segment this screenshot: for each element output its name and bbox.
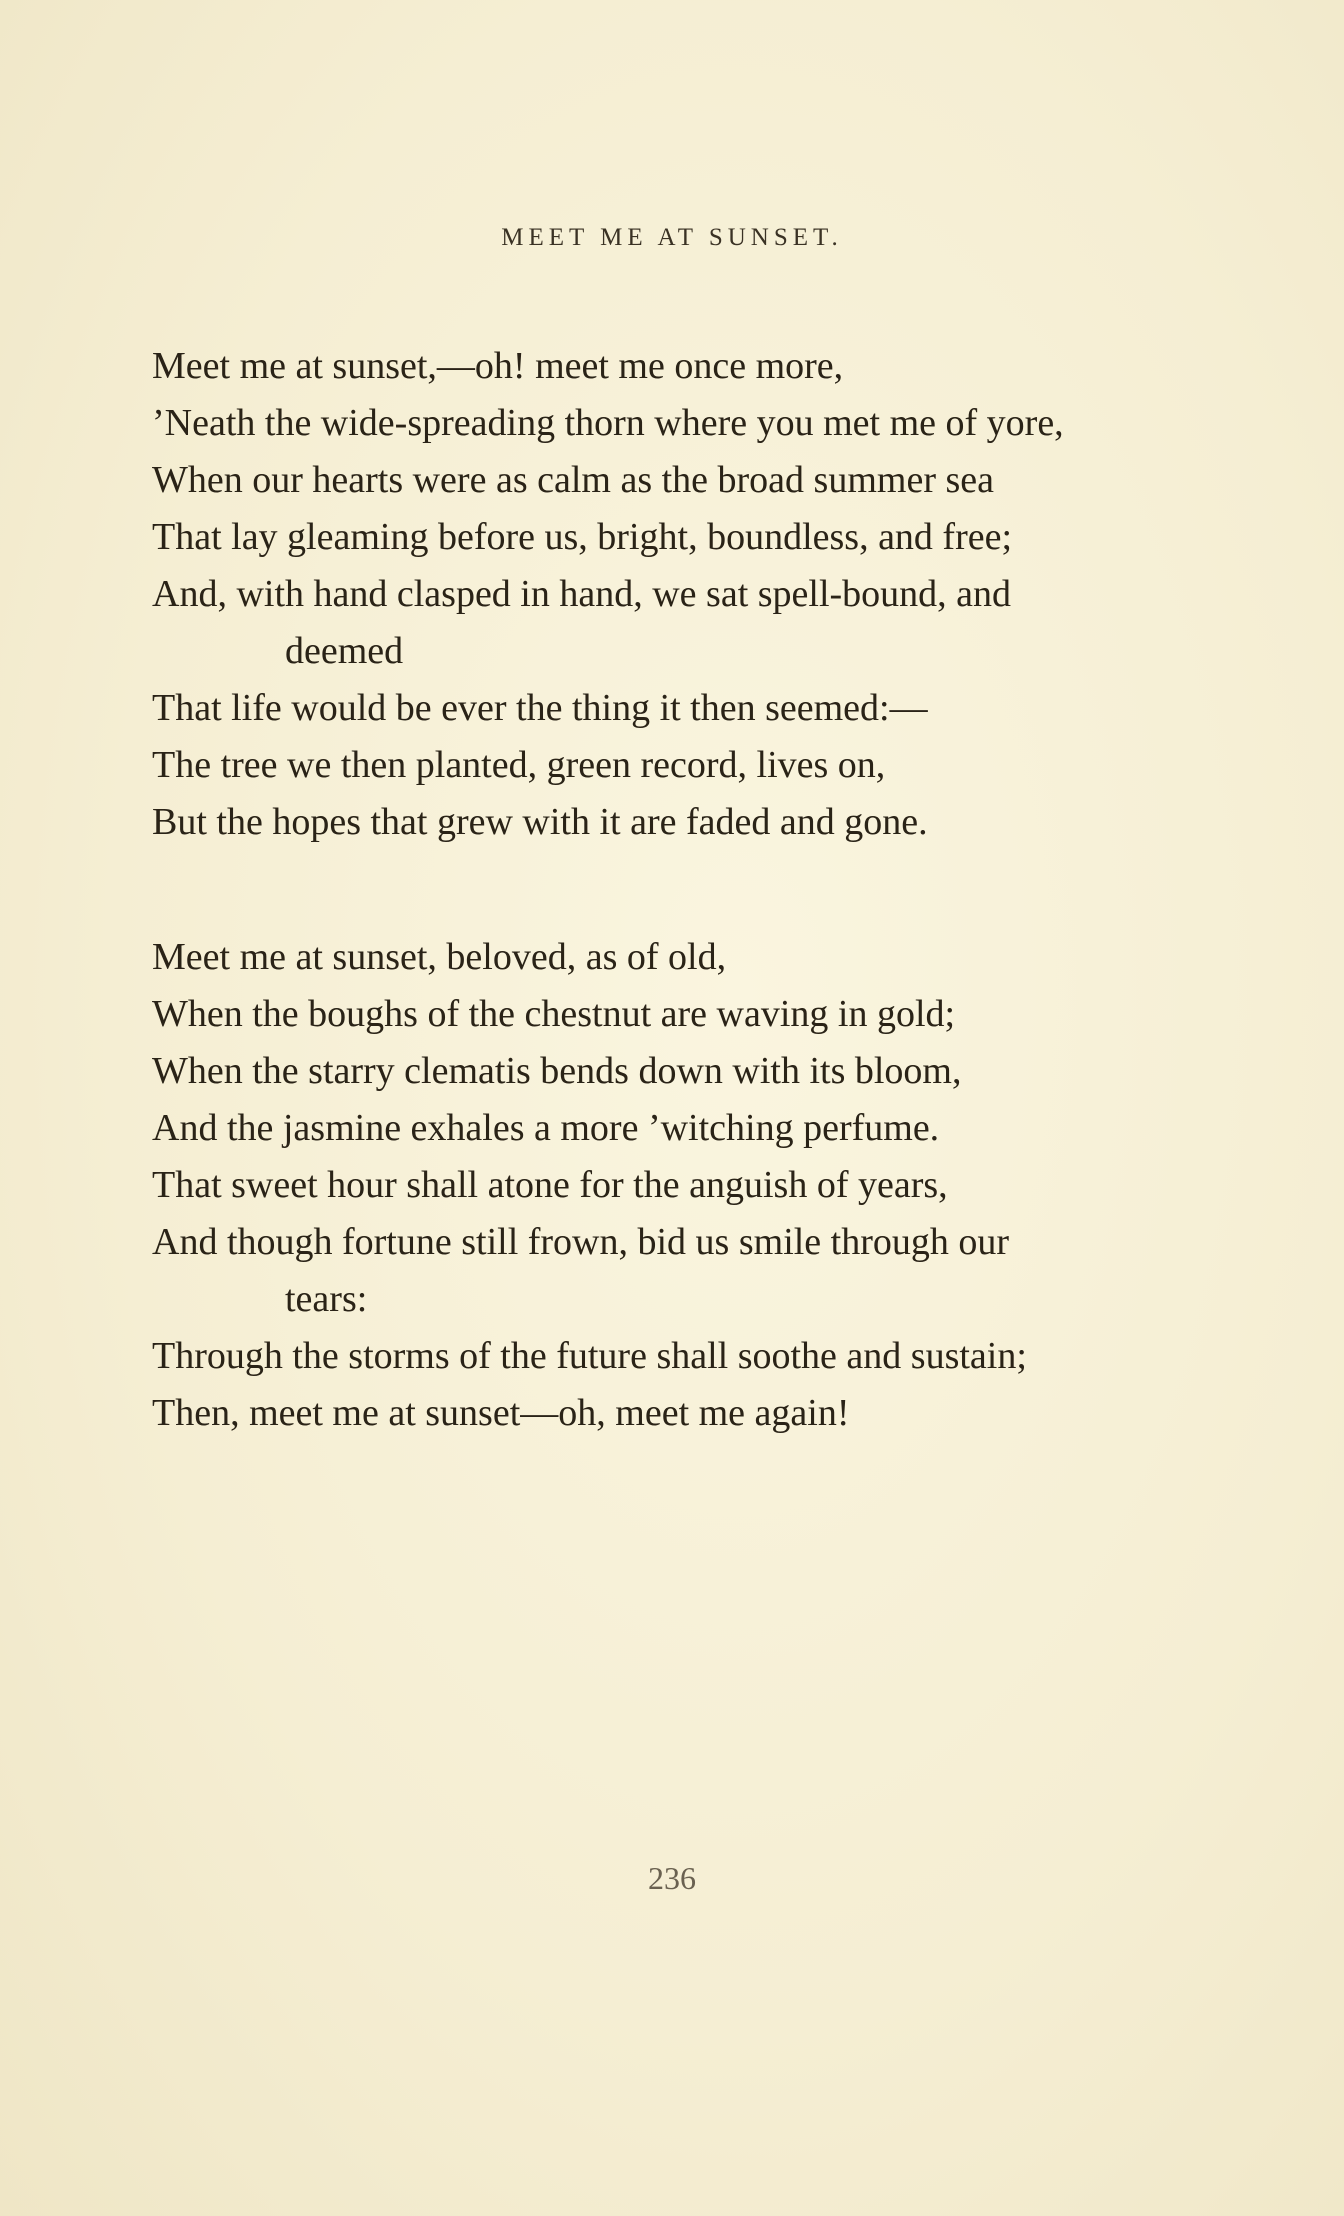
poem-line: But the hopes that grew with it are faded and gone.: [152, 801, 928, 843]
poem-line: And though fortune still frown, bid us smile through our: [152, 1221, 1010, 1263]
poem-line: ’Neath the wide-spreading thorn where you met me of yore,: [152, 402, 1064, 444]
poem-line: Meet me at sunset,—oh! meet me once more,: [152, 345, 844, 387]
poem-line: Then, meet me at sunset—oh, meet me again!: [152, 1392, 850, 1434]
stanza-2: [152, 929, 1272, 1442]
poem-line-turnover: tears:: [285, 1278, 368, 1320]
page-number: 236: [648, 1860, 696, 1896]
poem-line-turnover: deemed: [285, 630, 404, 672]
running-title: MEET ME AT SUNSET.: [501, 224, 843, 251]
poem-line: When the starry clematis bends down with its bloom,: [152, 1050, 962, 1092]
poem-line: Meet me at sunset, beloved, as of old,: [152, 936, 727, 978]
poem-line: That lay gleaming before us, bright, boundless, and free;: [152, 516, 1013, 558]
poem-line: When our hearts were as calm as the broad summer sea: [152, 459, 994, 501]
poem-line: The tree we then planted, green record, lives on,: [152, 744, 886, 786]
poem-line: When the boughs of the chestnut are waving in gold;: [152, 993, 956, 1035]
poem-line: And, with hand clasped in hand, we sat spell-bound, and: [152, 573, 1012, 615]
poem-line: That sweet hour shall atone for the anguish of years,: [152, 1164, 948, 1206]
stanza-1: [152, 338, 1272, 851]
poem-line: Through the storms of the future shall soothe and sustain;: [152, 1335, 1027, 1377]
poem-line: That life would be ever the thing it then seemed:—: [152, 687, 928, 729]
poem-line: And the jasmine exhales a more ’witching perfume.: [152, 1107, 940, 1149]
